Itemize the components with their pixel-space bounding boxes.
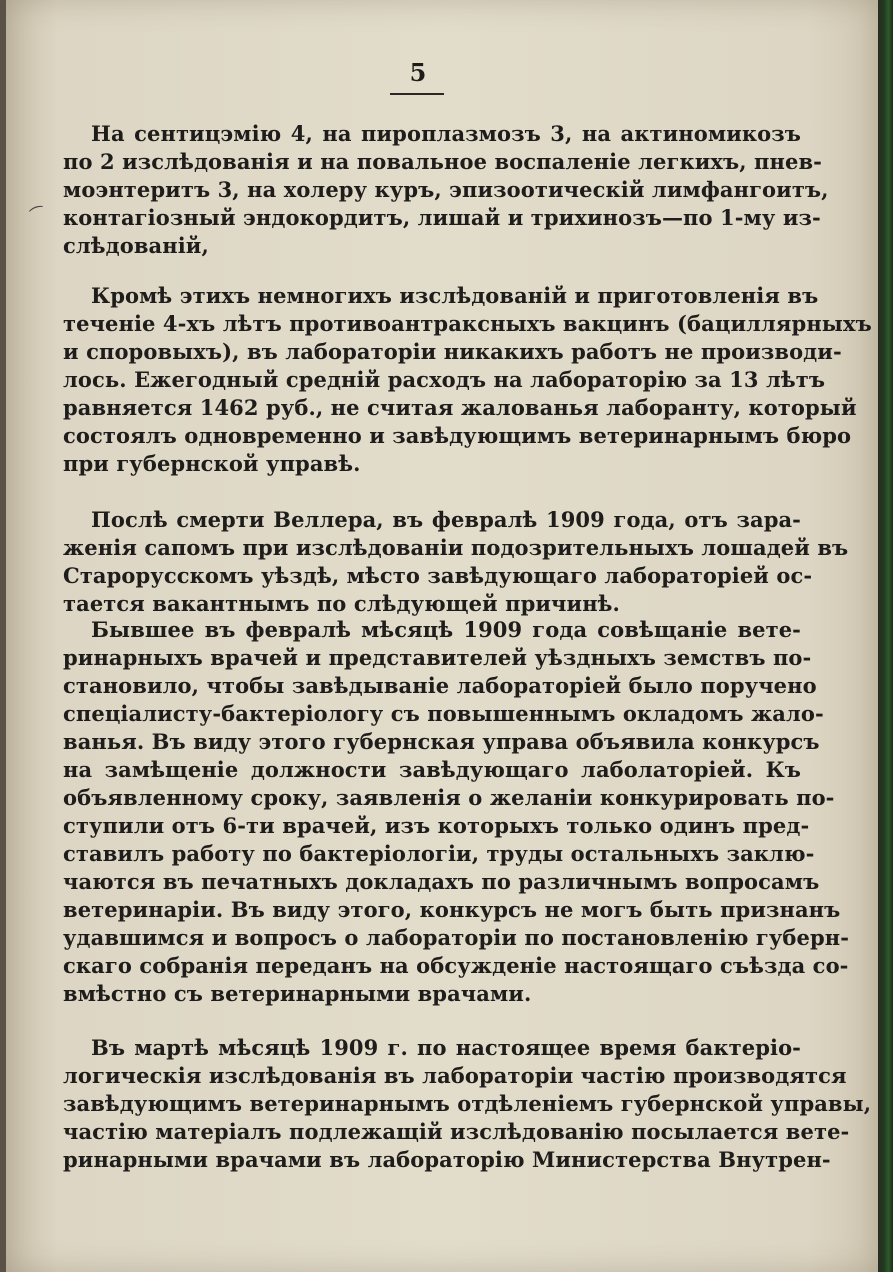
text-line: и споровыхъ), въ лабораторіи никакихъ работъ не производи-: [63, 339, 842, 364]
text-line: Кромѣ этихъ немногихъ изслѣдованій и приготовленія въ: [91, 283, 819, 308]
text-line: слѣдованій,: [63, 233, 209, 258]
text-line: лось. Ежегодный средній расходъ на лабораторію за 13 лѣтъ: [63, 367, 826, 392]
page-number-rule: [390, 93, 444, 95]
text-line: при губернской управѣ.: [63, 451, 361, 476]
text-line: контагіозный эндокордитъ, лишай и трихинозъ—по 1-му из-: [63, 205, 821, 230]
page-number: 5: [409, 58, 427, 87]
text-line: ступили отъ 6-ти врачей, изъ которыхъ только одинъ пред-: [63, 813, 810, 838]
text-line: спеціалисту-бактеріологу съ повышеннымъ окладомъ жало-: [63, 701, 824, 726]
book-page: [6, 0, 878, 1272]
text-line: частію матеріалъ подлежащій изслѣдованію посылается вете-: [63, 1119, 850, 1144]
paragraph-2: [63, 282, 872, 478]
text-line: по 2 изслѣдованія и на повальное воспаленіе легкихъ, пнев-: [63, 149, 822, 174]
text-line: Старорусскомъ уѣздѣ, мѣсто завѣдующаго лабораторіей ос-: [63, 563, 813, 588]
text-line: На сентицэмію 4, на пироплазмозъ 3, на актиномикозъ: [91, 121, 801, 146]
text-line: теченіе 4-хъ лѣтъ противоантраксныхъ вакцинъ (бациллярныхъ: [63, 311, 872, 336]
text-line: чаются въ печатныхъ докладахъ по различнымъ вопросамъ: [63, 869, 820, 894]
text-line: ринарными врачами въ лабораторію Министерства Внутрен-: [63, 1147, 831, 1172]
text-line: равняется 1462 руб., не считая жалованья лаборанту, который: [63, 395, 857, 420]
text-line: ванья. Въ виду этого губернская управа объявила конкурсъ: [63, 729, 820, 754]
text-line: ставилъ работу по бактеріологіи, труды остальныхъ заклю-: [63, 841, 815, 866]
paragraph-4: [63, 616, 850, 1008]
text-line: становило, чтобы завѣдываніе лабораторіей было поручено: [63, 673, 817, 698]
text-line: моэнтеритъ 3, на холеру куръ, эпизоотическій лимфангоитъ,: [63, 177, 829, 202]
text-line: ветеринаріи. Въ виду этого, конкурсъ не могъ быть признанъ: [63, 897, 841, 922]
paragraph-1: [63, 120, 829, 260]
margin-pencil-mark: ⁀: [29, 204, 48, 227]
text-line: женія сапомъ при изслѣдованіи подозрительныхъ лошадей въ: [63, 535, 849, 560]
text-line: завѣдующимъ ветеринарнымъ отдѣленіемъ губернской управы,: [63, 1091, 872, 1116]
paragraph-5: [63, 1034, 872, 1174]
text-line: удавшимся и вопросъ о лабораторіи по постановленію губерн-: [63, 925, 850, 950]
text-line: ринарныхъ врачей и представителей уѣздныхъ земствъ по-: [63, 645, 812, 670]
text-line: Бывшее въ февралѣ мѣсяцѣ 1909 года совѣщаніе вете-: [91, 617, 801, 642]
text-line: тается вакантнымъ по слѣдующей причинѣ.: [63, 591, 620, 616]
text-line: скаго собранія переданъ на обсужденіе настоящаго съѣзда со-: [63, 953, 849, 978]
text-line: на замѣщеніе должности завѣдующаго лаболаторіей. Къ: [63, 757, 801, 782]
text-line: вмѣстно съ ветеринарными врачами.: [63, 981, 532, 1006]
text-line: состоялъ одновременно и завѣдующимъ ветеринарнымъ бюро: [63, 423, 852, 448]
text-line: логическія изслѣдованія въ лабораторіи частію производятся: [63, 1063, 847, 1088]
text-line: Въ мартѣ мѣсяцѣ 1909 г. по настоящее время бактеріо-: [91, 1035, 801, 1060]
book-edge: [878, 0, 893, 1272]
paragraph-3: [63, 506, 849, 618]
text-line: Послѣ смерти Веллера, въ февралѣ 1909 года, отъ зара-: [91, 507, 801, 532]
text-line: объявленному сроку, заявленія о желаніи конкурировать по-: [63, 785, 835, 810]
